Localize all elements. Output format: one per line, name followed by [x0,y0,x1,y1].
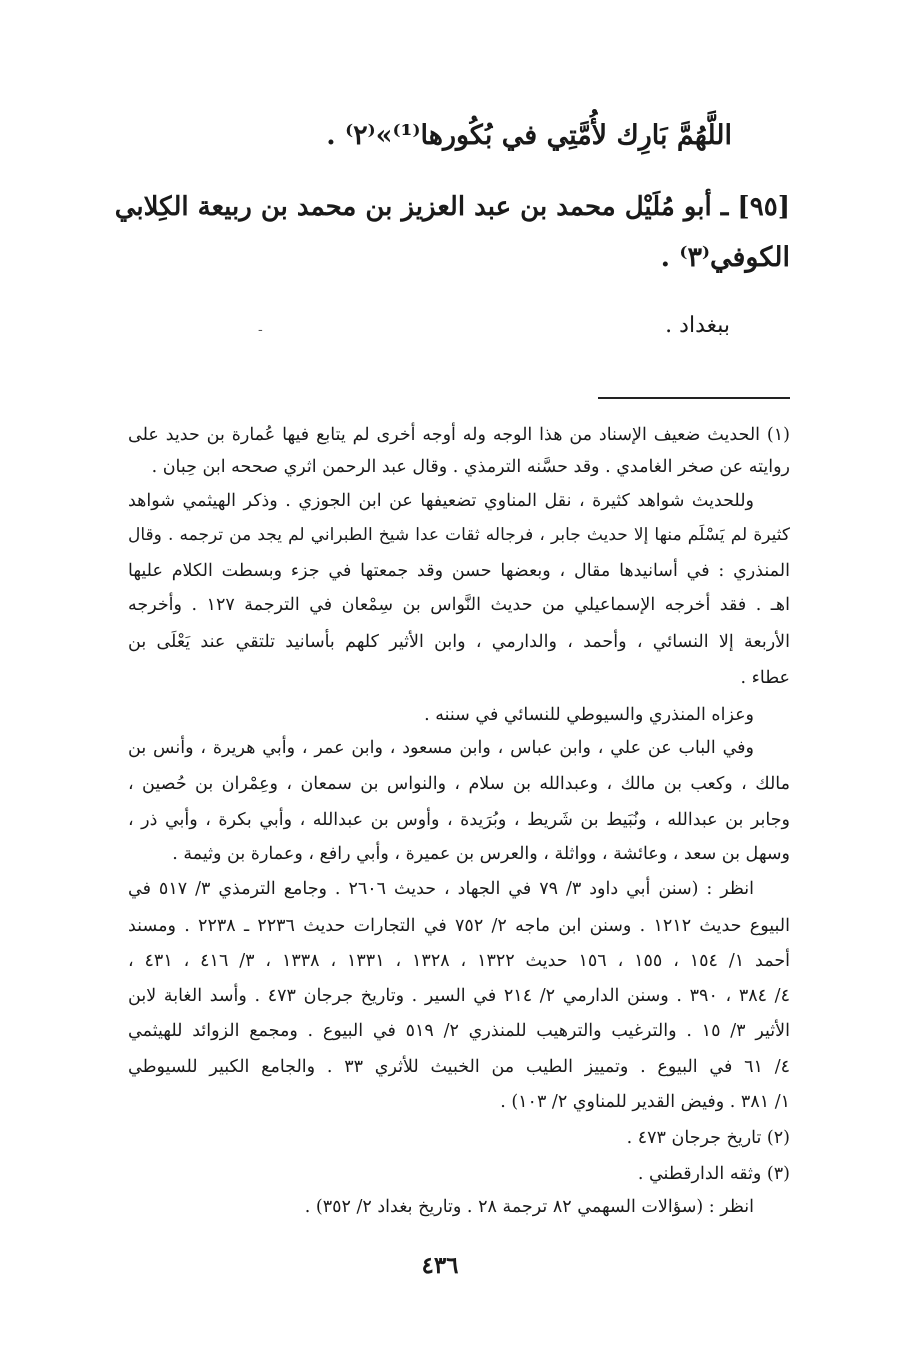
footnote-line: وللحديث شواهد كثيرة ، نقل المناوي تضعيفها عن ابن الجوزي . وذكر الهيثمي شواهد [128,491,754,511]
footnote-line: المنذري : في أسانيدها مقال ، وبعضها حسن وقد جمعتها في جزء وبسطت الكلام عليها [128,561,790,581]
entry-location: ببغداد . [665,313,730,338]
footnote-line: اهـ . فقد أخرجه الإسماعيلي من حديث النَّواس بن سِمْعان في الترجمة ١٢٧ . وأخرجه [128,595,790,615]
footnote-line: الأثير ٣/ ١٥ . والترغيب والترهيب للمنذري ٢/ ٥١٩ في البيوع . ومجمع الزوائد للهيثمي [128,1021,790,1041]
hadith-text-line: اللَّهُمَّ بَارِك لأُمَّتِي في بُكُورها⁽¹⁾»⁽٢⁾ . [326,120,732,151]
entry-heading: [٩٥] ـ أبو مُلَيْل محمد بن عبد العزيز بن محمد بن ربيعة الكِلابي [114,192,790,222]
footnote-line: ١/ ٣٨١ . وفيض القدير للمناوي ٢/ ١٠٣) . [500,1092,790,1112]
footnote-line: وسهل بن سعد ، وعائشة ، وواثلة ، والعرس بن عميرة ، وأبي رافع ، وعمارة بن وثيمة . [172,844,790,864]
footnote-line: ٤/ ٣٨٤ ، ٣٩٠ . وسنن الدارمي ٢/ ٢١٤ في السير . وتاريخ جرجان ٤٧٣ . وأسد الغابة لابن [128,986,790,1006]
footnote-line: روايته عن صخر الغامدي . وقد حسَّنه الترمذي . وقال عبد الرحمن اثري صححه ابن حِبان . [151,457,790,477]
stray-mark: - [258,322,263,338]
footnote-3-reference: انظر : (سؤالات السهمي ٨٢ ترجمة ٢٨ . وتاريخ بغداد ٢/ ٣٥٢) . [304,1197,754,1217]
footnote-line: أحمد ١/ ١٥٤ ، ١٥٥ ، ١٥٦ حديث ١٣٢٢ ، ١٣٢٨ ، ١٣٣١ ، ١٣٣٨ ، ٣/ ٤١٦ ، ٤٣١ ، [128,951,791,971]
footnote-2: (٢) تاريخ جرجان ٤٧٣ . [626,1128,790,1148]
footnote-3: (٣) وثقه الدارقطني . [637,1164,790,1184]
page-number: ٤٣٦ [421,1252,459,1279]
footnote-line: (١) الحديث ضعيف الإسناد من هذا الوجه وله أوجه أخرى لم يتابع فيها عُمارة بن حديد على [128,425,790,445]
footnote-line: انظر : (سنن أبي داود ٣/ ٧٩ في الجهاد ، حديث ٢٦٠٦ . وجامع الترمذي ٣/ ٥١٧ في [128,879,755,899]
footnote-line: الأربعة إلا النسائي ، وأحمد ، والدارمي ، وابن الأثير كلهم بأسانيد تلتقي عند يَعْلَى بن [128,632,790,652]
footnote-line: عطاء . [740,668,790,688]
footnote-line: وجابر بن عبدالله ، ونُبَيط بن شَريط ، وبُرَيدة ، وأوس بن عبدالله ، وأبي بكرة ، وأبي ذر ، [128,810,790,830]
footnote-separator [598,397,790,399]
footnote-line: كثيرة لم يَسْلَم منها إلا حديث جابر ، فرجاله ثقات عدا شيخ الطبراني لم يجد من ترجمه . وقال [128,525,790,545]
footnote-line: ٤/ ٦١ في البيوع . وتمييز الطيب من الخبيث للأثري ٣٣ . والجامع الكبير للسيوطي [128,1057,790,1077]
footnote-line: وفي الباب عن علي ، وابن عباس ، وابن مسعود ، وابن عمر ، وأبي هريرة ، وأنس بن [128,738,754,758]
footnote-line: مالك ، وكعب بن مالك ، وعبدالله بن سلام ، والنواس بن سمعان ، وعِمْران بن حُصين ، [128,774,790,794]
entry-heading-continued: الكوفي⁽٣⁾ . [660,242,790,273]
footnote-line: البيوع حديث ١٢١٢ . وسنن ابن ماجه ٢/ ٧٥٢ في التجارات حديث ٢٢٣٦ ـ ٢٢٣٨ . ومسند [128,916,790,936]
footnote-line: وعزاه المنذري والسيوطي للنسائي في سننه . [424,705,754,725]
